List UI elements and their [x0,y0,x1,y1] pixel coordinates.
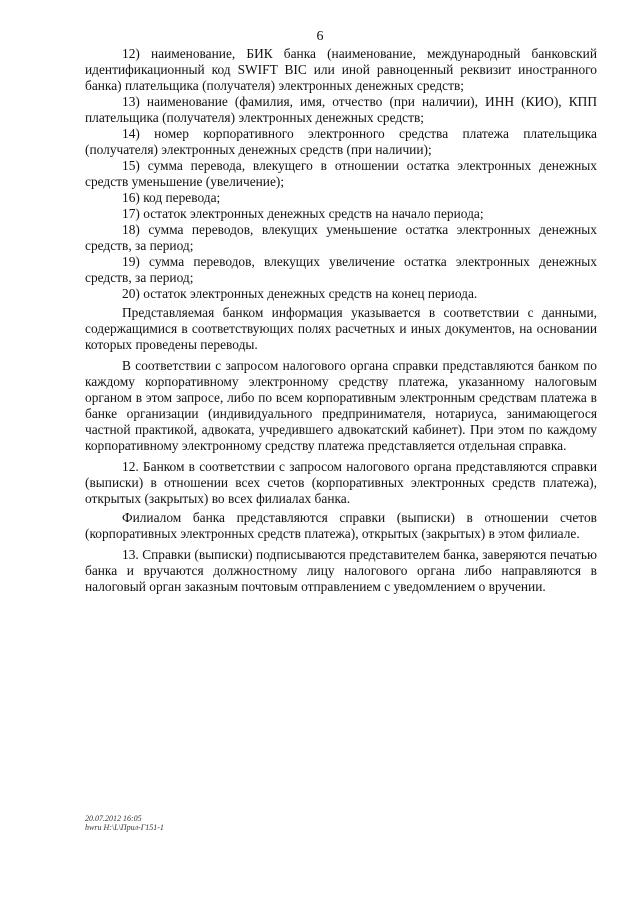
list-item-12: 12) наименование, БИК банка (наименование, международный банковский идентификационный код SWIFT BIC или иной равноценный реквизит иностранного банка) плательщика (получателя) электронных денежных средств; [85,46,597,93]
list-item-14: 14) номер корпоративного электронного средства платежа плательщика (получателя) электронных денежных средств (при наличии); [85,126,597,157]
list-item-19: 19) сумма переводов, влекущих увеличение остатка электронных денежных средств, за период; [85,254,597,285]
page-number: 6 [316,29,324,44]
list-item-20: 20) остаток электронных денежных средств на конец периода. [122,286,478,301]
list-item-17: 17) остаток электронных денежных средств на начало периода; [122,206,484,221]
paragraph-request-certificates: В соответствии с запросом налогового органа справки представляются банком по каждому корпоративному электронному средству платежа, указанному налоговым органом в этом запросе, либо по всем корпоративным электронным средствам платежа в банке организации (индивидуального предпринимателя, нотариуса, занимающегося частной практикой, адвоката, учредившего адвокатский кабинет). При этом по каждому корпоративному электронному средству платежа представляется отдельная справка. [85,358,597,453]
footer-file-path: hwru Н:\L\Прил-Г151-1 [85,823,164,832]
list-item-15: 15) сумма перевода, влекущего в отношении остатка электронных денежных средств уменьшение (увеличение); [85,158,597,189]
paragraph-item-12: 12. Банком в соответствии с запросом налогового органа представляются справки (выписки) в отношении всех счетов (корпоративных электронных средств платежа), открытых (закрытых) во всех филиалах банка. [85,459,597,506]
footer-timestamp: 20.07.2012 16:05 [85,814,142,823]
paragraph-item-13: 13. Справки (выписки) подписываются представителем банка, заверяются печатью банка и вручаются должностному лицу налогового органа либо направляются в налоговый орган заказным почтовым отправлением с уведомлением о вручении. [85,547,597,594]
paragraph-branch: Филиалом банка представляются справки (выписки) в отношении счетов (корпоративных электронных средств платежа), открытых (закрытых) в этом филиале. [85,510,597,541]
document-body [85,46,597,595]
footer-stamp [85,814,164,832]
list-item-13: 13) наименование (фамилия, имя, отчество (при наличии), ИНН (КИО), КПП плательщика (получателя) электронных денежных средств; [85,94,597,125]
list-item-18: 18) сумма переводов, влекущих уменьшение остатка электронных денежных средств, за период; [85,222,597,253]
paragraph-bank-information: Представляемая банком информация указывается в соответствии с данными, содержащимися в соответствующих полях расчетных и иных документов, на основании которых проведены переводы. [85,305,597,352]
list-item-16: 16) код перевода; [122,190,221,205]
